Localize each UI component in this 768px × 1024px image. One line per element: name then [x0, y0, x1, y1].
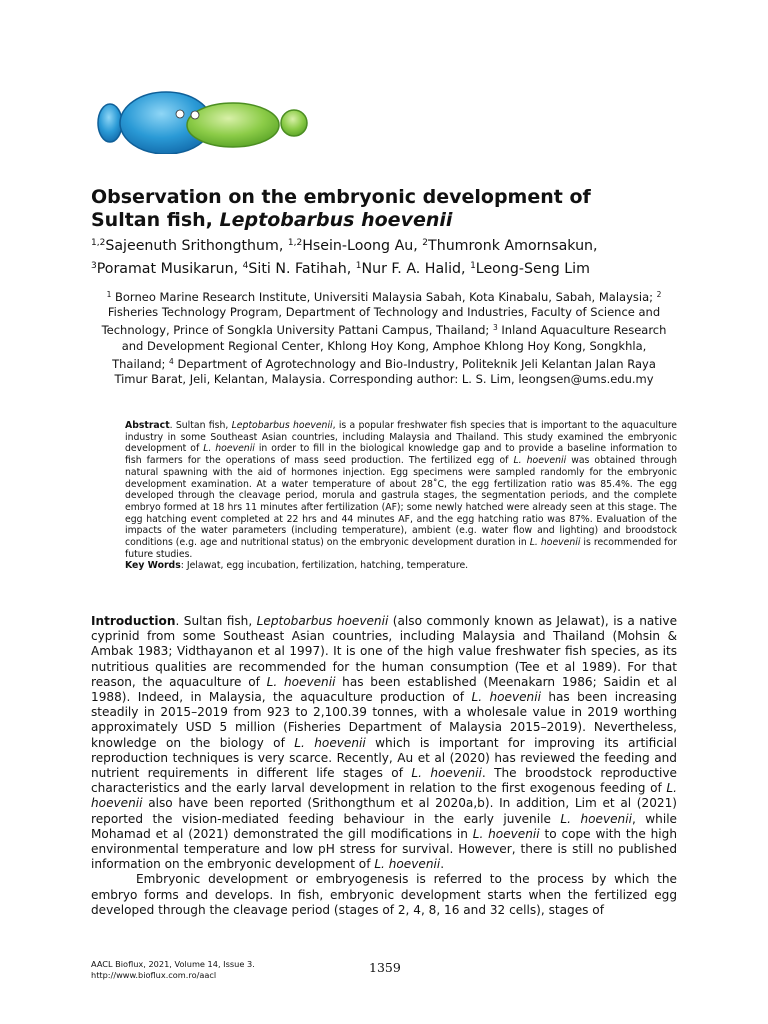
paper-title	[91, 186, 691, 232]
author-line-2: $^3$Poramat Musikarun, $^4$Siti N. Fatihah, $^1$Nur F. A. Halid, $^1$Leong-Seng Lim	[91, 261, 590, 277]
author-list	[91, 233, 691, 279]
author-name: Siti N. Fatihah,	[248, 261, 356, 277]
affiliation: Fisheries Technology Program, Department of Technology and Industries, Faculty of Science and Technology, Prince of Songkla University Pattani Campus, Thailand;	[101, 305, 661, 338]
author-name: Sajeenuth Srithongthum,	[105, 238, 288, 254]
affiliation: Borneo Marine Research Institute, Universiti Malaysia Sabah, Kota Kinabalu, Sabah, Malaysia;	[111, 290, 657, 304]
title-line-2: Sultan fish, Leptobarbus hoevenii	[91, 209, 453, 231]
author-name: Poramat Musikarun,	[96, 261, 243, 277]
footer-url-link[interactable]: http://www.bioflux.com.ro/aacl	[91, 969, 217, 980]
author-name: Hsein-Loong Au,	[302, 238, 423, 254]
author-line-1: $^{1,2}$Sajeenuth Srithongthum, $^{1,2}$Hsein-Loong Au, $^2$Thumronk Amornsakun,	[91, 238, 598, 254]
abstract	[125, 420, 677, 572]
abstract-label: Abstract	[125, 420, 170, 431]
author-name: Nur F. A. Halid,	[361, 261, 471, 277]
page-number: 1359	[369, 960, 401, 975]
affiliations: $^1$ Borneo Marine Research Institute, Universiti Malaysia Sabah, Kota Kinabalu, Sabah, Malaysia; $^2$ Fisheries Technology Program, Department of Technology and Industries, Faculty of Science and Technology, Prince of Songkla University Pattani Campus, Thailand; $^3$ Inland Aquaculture Research and Development Regional Center, Khlong Hoy Kong, Amphoe Khlong Hoy Kong, Songkhla, Thailand; $^4$ Department of Agrotechnology and Bio-Industry, Politeknik Jeli Kelantan Jalan Raya Timur Barat, Jeli, Kelantan, Malaysia. Corresponding author: L. S. Lim, leongsen@ums.edu.my	[101, 290, 667, 387]
intro-paragraph-2: Embryonic development or embryogenesis is referred to the process by which the embryo forms and develops. In fish, embryonic development starts when the fertilized egg developed through the cleavage period (stages of 2, 4, 8, 16 and 32 cells), stages of	[91, 872, 677, 917]
affiliation: Department of Agrotechnology and Bio-Industry, Politeknik Jeli Kelantan Jalan Raya Timur Barat, Jeli, Kelantan, Malaysia. Corresponding author: L. S. Lim, leongsen@ums.edu.my	[114, 356, 656, 387]
title-line-1: Observation on the embryonic development of	[91, 186, 591, 208]
author-name: Leong-Seng Lim	[475, 261, 590, 277]
author-name: Thumronk Amornsakun,	[428, 238, 598, 254]
introduction-section	[91, 614, 677, 918]
abstract-body: Abstract. Sultan fish, Leptobarbus hoevenii, is a popular freshwater fish species that is important to the aquaculture industry in some Southeast Asian countries, including Malaysia and Thailand. This study examined the embryonic development of L. hoevenii in order to fill in the biological knowledge gap and to provide a baseline information to fish farmers for the operations of mass seed production. The fertilized egg of L. hoevenii was obtained through natural spawning with the aid of hormones injection. Egg specimens were sampled randomly for the embryonic development examination. At a water temperature of about 28˚C, the egg fertilization ratio was 85.4%. The egg developed through the cleavage period, morula and gastrula stages, the segmentation periods, and the complete embryo formed at 18 hrs 11 minutes after fertilization (AF); some newly hatched were already seen at this stage. The egg hatching event completed at 22 hrs and 44 minutes AF, and the egg hatching ratio was 87%. Evaluation of the impacts of the water parameters (including temperature), ambient (e.g. water flow and lighting) and broodstock conditions (e.g. age and nutritional status) on the embryonic development duration in L. hoevenii is recommended for future studies.	[125, 420, 678, 560]
species-name: Leptobarbus hoevenii	[219, 209, 453, 231]
intro-paragraph-1: Introduction. Sultan fish, Leptobarbus hoevenii (also commonly known as Jelawat), is a native cyprinid from some Southeast Asian countries, including Malaysia and Thailand (Mohsin & Ambak 1983; Vidthayanon et al 1997). It is one of the high value freshwater fish species, as its nutritious qualities are recommended for the human consumption (Tee et al 1989). For that reason, the aquaculture of L. hoevenii has been established (Meenakarn 1986; Saidin et al 1988). Indeed, in Malaysia, the aquaculture production of L. hoevenii has been increasing steadily in 2015–2019 from 923 to 2,100.39 tonnes, with a wholesale value in 2019 worthing approximately USD 5 million (Fisheries Department of Malaysia 2015–2019). Nevertheless, knowledge on the biology of L. hoevenii which is important for improving its artificial reproduction techniques is very scarce. Recently, Au et al (2020) has reviewed the feeding and nutrient requirements in different life stages of L. hoevenii. The broodstock reproductive characteristics and the early larval development in relation to the first exogenous feeding of L. hoevenii also have been reported (Srithongthum et al 2020a,b). In addition, Lim et al (2021) reported the vision-mediated feeding behaviour in the early juvenile L. hoevenii, while Mohamad et al (2021) demonstrated the gill modifications in L. hoevenii to cope with the high environmental temperature and low pH stress for survival. However, there is still no published information on the embryonic development of L. hoevenii.	[91, 614, 678, 872]
section-heading: Introduction	[91, 614, 176, 628]
affiliation: Inland Aquaculture Research and Development Regional Center, Khlong Hoy Kong, Amphoe Khlong Hoy Kong, Songkhla, Thailand;	[112, 323, 667, 371]
keywords: Key Words: Jelawat, egg incubation, fertilization, hatching, temperature.	[125, 560, 469, 572]
journal-logo-fish-icon	[94, 88, 314, 154]
keywords-label: Key Words	[125, 560, 181, 572]
footer-citation	[91, 959, 351, 980]
footer-journal: AACL Bioflux, 2021, Volume 14, Issue 3.	[91, 959, 255, 969]
